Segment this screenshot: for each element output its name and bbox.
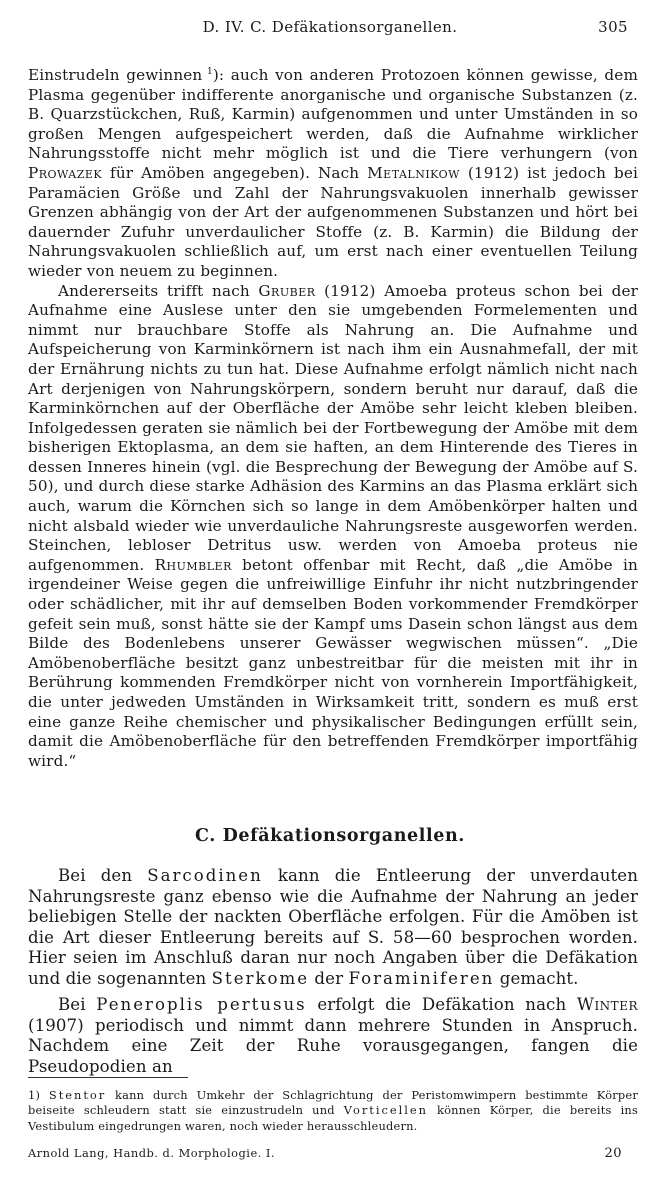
- paragraph-peneroplis: [28, 995, 638, 1077]
- text-run: betont offenbar mit Recht, daß „die Amöbe in irgendeiner Weise gegen die unfreiwillige Einfuhr ihr nicht nutzbringender oder schädlicher, mit ihr auf demselben Boden vorkommender Fremdkörper gefeit sein muß, sonst hätte sie der Kampf ums Dasein schon längst aus dem Bilde des Bodenlebens unserer Gewässer wegwischen müssen“. „Die Amöbenoberfläche besitzt ganz unbestreitbar für die meisten mit ihr in Berührung kommenden Fremdkörper nicht von vornherein Importfähigkeit, die unter jedweden Umständen in Wirksamkeit tritt, sondern es muß erst eine ganze Reihe chemischer und physikalischer Bedingungen erfüllt sein, damit die Amöbenoberfläche für den betreffenden Fremdkörper importfähig wird.“: [28, 555, 638, 770]
- text-run: der: [309, 968, 349, 988]
- spaced-term: Sterkome: [211, 968, 310, 988]
- text-run: kann durch Umkehr der Schlagrichtung der Peristomwimpern bestimmte Körper beiseite schleudern statt sie einzustrudeln und: [28, 1088, 638, 1118]
- spaced-term: Sarcodinen: [147, 866, 263, 885]
- signature-text: Arnold Lang, Handb. d. Morphologie. I.: [28, 1146, 276, 1160]
- running-title: D. IV. C. Defäkationsorganellen.: [202, 18, 458, 36]
- paragraph-amoeba-selection: [28, 282, 638, 772]
- printer-signature: [28, 1146, 622, 1160]
- text-run: (1912) Amoeba proteus schon bei der Aufnahme eine Auslese unter den sie umgebenden Formelementen und nimmt nur brauchbare Stoffe als Nahrung an. Die Aufnahme und Aufspeicherung von Karminkörnern ist nach ihm ein Ausnahmefall, der mit der Ernährung nichts zu tun hat. Diese Aufnahme erfolgt nämlich nicht nach Art derjenigen von Nahrungskörpern, sondern beruht nur darauf, daß die Karminkörnchen auf der Oberfläche der Amöbe sehr leicht kleben bleiben. Infolgedessen geraten sie nämlich bei der Fortbewegung der Amöbe mit dem bisherigen Ektoplasma, an dem sie haften, an dem Hinterende des Tieres in dessen Inneres hinein (vgl. die Besprechung der Bewegung der Amöbe auf S. 50), und durch diese starke Adhäsion des Karmins an das Plasma erklärt sich auch, warum die Körnchen sich so lange in dem Amöbenkörper halten und nicht alsbald wieder wie unverdauliche Nahrungsreste ausgeworfen werden. Steinchen, lebloser Detritus usw. werden von Amoeba proteus nie aufgenommen.: [28, 281, 638, 574]
- spaced-term: Foraminiferen: [348, 968, 495, 988]
- running-header: [28, 18, 632, 40]
- author-name: Winter: [576, 995, 638, 1014]
- text-run: Bei: [58, 995, 97, 1014]
- footnote: [28, 1088, 638, 1134]
- text-run: können Körper, die bereits ins Vestibulum eingedrungen waren, noch wieder herausschleudern.: [28, 1103, 638, 1133]
- text-run: gemacht.: [494, 968, 579, 988]
- text-run: Einstrudeln gewinnen: [28, 66, 203, 84]
- section-heading: C. Defäkationsorganellen.: [195, 826, 465, 846]
- text-run: Andererseits trifft nach: [58, 281, 259, 300]
- spaced-term: Peneroplis pertusus: [96, 995, 307, 1014]
- author-name: Prowazek: [28, 163, 103, 182]
- spaced-term: Stentor: [48, 1088, 107, 1102]
- body-text: [28, 66, 638, 771]
- text-run: Bei den: [58, 866, 148, 885]
- paragraph-protozoa-uptake: [28, 66, 638, 282]
- text-run: ): auch von anderen Protozoen können gewisse, dem Plasma gegenüber indifferente anorganische und organische Substanzen (z. B. Quarzstückchen, Ruß, Karmin) aufgenommen und unter Umständen in so großen Mengen aufgespeichert werden, daß die Aufnahme wirklicher Nahrungsstoffe nicht mehr möglich ist und die Tiere verhungern (von: [28, 66, 638, 163]
- text-run: kann die Entleerung der unverdauten Nahrungsreste ganz ebenso wie die Aufnahme der Nahrung an jeder beliebigen Stelle der nackten Oberfläche erfolgen. Für die Amöben ist die Art dieser Entleerung bereits auf S. 58—60 besprochen worden. Hier seien im Anschluß daran nur noch Angaben über die Defäkation und die sogenannten: [28, 866, 638, 988]
- footnote-marker: 1): [28, 1088, 41, 1102]
- paragraph-sarcodina: [28, 866, 638, 989]
- spaced-term: Vorticellen: [343, 1103, 428, 1118]
- author-name: Gruber: [258, 281, 316, 300]
- section-body: [28, 866, 638, 1077]
- footnote-divider: [28, 1077, 188, 1078]
- text-run: für Amöben angegeben). Nach: [102, 163, 368, 182]
- author-name: Rhumbler: [154, 555, 232, 574]
- footnote-ref-number: 1: [206, 66, 213, 77]
- author-name: Metalnikow: [367, 163, 460, 182]
- page-number: 305: [598, 18, 628, 36]
- text-run: (1907) periodisch und nimmt dann mehrere Stunden in Anspruch. Nachdem eine Zeit der Ruhe vorausgegangen, fangen die Pseudopodien an: [28, 1015, 638, 1076]
- text-run: (1912) ist jedoch bei Paramäcien Größe und Zahl der Nahrungsvakuolen innerhalb gewisser Grenzen abhängig von der Art der aufgenommenen Substanzen und hört bei dauernder Zufuhr unverdaulicher Stoffe (z. B. Karmin) die Bildung der Nahrungsvakuolen schließlich auf, um erst nach einer eventuellen Teilung wieder von neuem zu beginnen.: [28, 163, 638, 280]
- sheet-number: 20: [604, 1146, 622, 1161]
- footnote-ref: [202, 67, 213, 77]
- text-run: erfolgt die Defäkation nach: [306, 995, 577, 1014]
